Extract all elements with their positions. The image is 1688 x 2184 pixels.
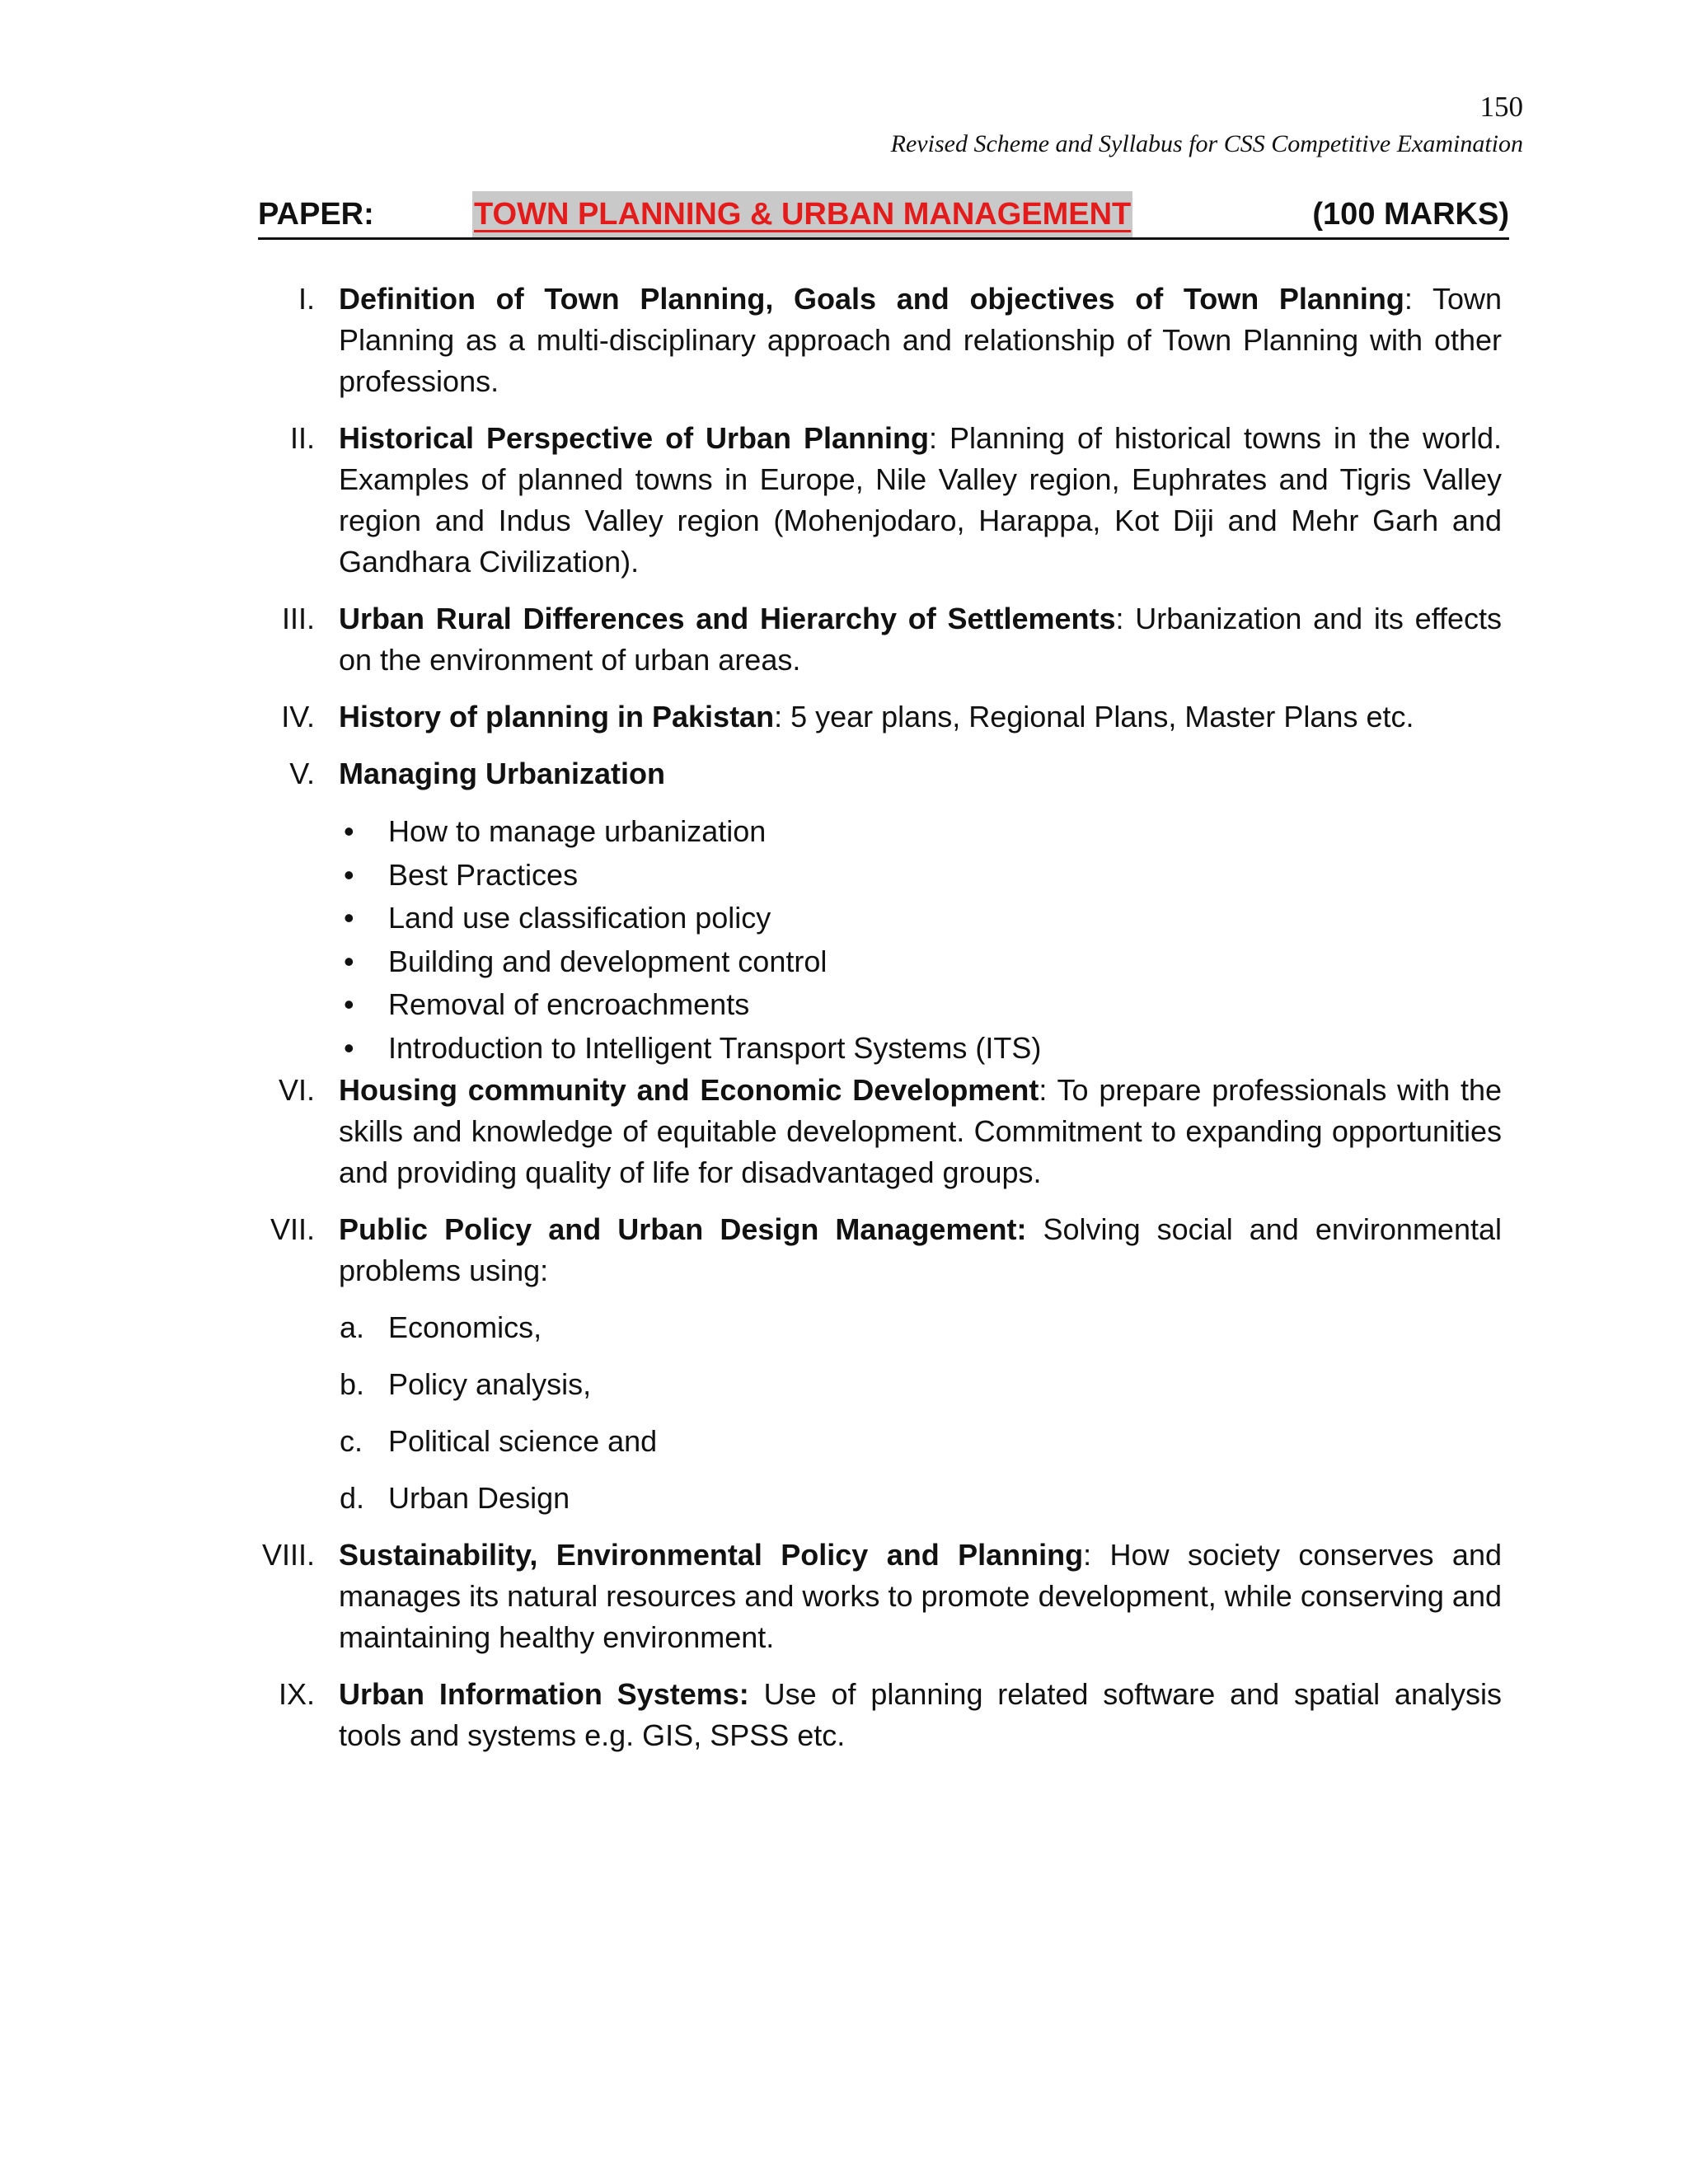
section-heading: Housing community and Economic Development — [339, 1073, 1039, 1107]
list-item — [339, 897, 1452, 940]
paper-label: PAPER: — [258, 197, 374, 232]
section-heading: Urban Information Systems: — [339, 1677, 749, 1711]
section-body: To prepare professionals with the skills and knowledge of equitable development. Commitment to expanding opportunities and providing quality of life for disadvantaged groups. — [339, 1073, 1502, 1189]
section-separator: : — [1083, 1538, 1092, 1572]
section-separator: : — [1404, 282, 1413, 316]
section-item — [261, 1535, 1502, 1658]
section-heading: Historical Perspective of Urban Planning — [339, 421, 929, 455]
section-numeral: VI. — [278, 1073, 315, 1107]
syllabus-content — [0, 279, 1688, 1756]
section-body: How society conserves and manages its natural resources and works to promote development, while conserving and maintaining healthy environment. — [339, 1538, 1502, 1654]
list-item — [339, 940, 1452, 984]
section-separator: : — [1039, 1073, 1048, 1107]
list-item-letter: b. — [340, 1367, 365, 1401]
list-item-letter: c. — [340, 1424, 363, 1458]
list-item-text: Land use classification policy — [388, 901, 771, 935]
list-item — [339, 810, 1452, 854]
bullet-icon: • — [344, 944, 354, 978]
paper-marks: (100 MARKS) — [1312, 197, 1509, 232]
section-numeral: IV. — [281, 700, 315, 733]
section-body: 5 year plans, Regional Plans, Master Plans etc. — [782, 700, 1414, 733]
list-item-text: How to manage urbanization — [388, 814, 767, 848]
section-numeral: I. — [298, 282, 315, 316]
list-item — [339, 1364, 1452, 1421]
section-text — [339, 1674, 1502, 1756]
section-heading: Urban Rural Differences and Hierarchy of Settlements — [339, 602, 1116, 635]
section-heading: Public Policy and Urban Design Management: — [339, 1212, 1027, 1246]
section-item — [281, 598, 1502, 681]
list-item-text: Building and development control — [388, 944, 828, 978]
bullet-icon: • — [344, 814, 354, 848]
list-item-text: Political science and — [388, 1424, 658, 1458]
section-separator: : — [928, 421, 937, 455]
section-text — [339, 598, 1502, 681]
section-text — [339, 279, 1502, 402]
section-separator: : — [1115, 602, 1124, 635]
section-text — [339, 1209, 1502, 1291]
section-text — [339, 753, 1502, 794]
section-item — [278, 1070, 1502, 1193]
section-item — [289, 418, 1502, 583]
list-item-text: Urban Design — [388, 1481, 570, 1515]
section-body: Planning of historical towns in the world. Examples of planned towns in Europe, Nile Valley region, Euphrates and Tigris Valley region and Indus Valley region (Mohenjodaro, Harappa, Kot Diji and Mehr Garh and Gandhara Civilization). — [339, 421, 1502, 579]
section-heading: Managing Urbanization — [339, 757, 665, 790]
section-numeral: V. — [289, 757, 315, 790]
section-item — [298, 279, 1502, 402]
section-item — [289, 753, 1502, 794]
section-numeral: III. — [281, 602, 315, 635]
section-body: Solving social and environmental problems using: — [339, 1212, 1502, 1287]
list-item — [339, 1478, 1452, 1535]
list-item — [339, 1421, 1452, 1478]
paper-title: TOWN PLANNING & URBAN MANAGEMENT — [472, 191, 1132, 237]
section-item — [281, 696, 1502, 738]
section-heading: Sustainability, Environmental Policy and Planning — [339, 1538, 1084, 1572]
list-item-text: Economics, — [388, 1310, 542, 1344]
section-heading: Definition of Town Planning, Goals and objectives of Town Planning — [339, 282, 1404, 316]
section-numeral: IX. — [278, 1677, 315, 1711]
section-text — [339, 1535, 1502, 1658]
bullet-list — [339, 810, 1452, 1070]
section-text — [339, 1070, 1502, 1193]
list-item-text: Best Practices — [388, 857, 579, 892]
list-item-letter: a. — [340, 1310, 365, 1344]
running-header: Revised Scheme and Syllabus for CSS Competitive Examination — [890, 130, 1523, 157]
section-text — [339, 418, 1502, 583]
bullet-icon: • — [344, 1030, 354, 1065]
section-numeral: II. — [289, 421, 315, 455]
section-separator: : — [774, 700, 783, 733]
section-item — [278, 1674, 1502, 1756]
section-text — [339, 696, 1502, 738]
section-body: Town Planning as a multi-disciplinary approach and relationship of Town Planning with other professions. — [339, 282, 1502, 398]
section-heading: History of planning in Pakistan — [339, 700, 775, 733]
section-numeral: VII. — [270, 1212, 315, 1246]
list-item-text: Policy analysis, — [388, 1367, 592, 1401]
lettered-list — [339, 1307, 1452, 1535]
section-body: Use of planning related software and spatial analysis tools and systems e.g. GIS, SPSS etc. — [339, 1677, 1502, 1752]
paper-heading — [258, 191, 1509, 240]
list-item — [339, 1027, 1452, 1071]
bullet-icon: • — [344, 901, 354, 935]
section-numeral: VIII. — [261, 1538, 315, 1572]
list-item — [339, 983, 1452, 1027]
section-body: Urbanization and its effects on the environment of urban areas. — [339, 602, 1502, 677]
list-item-text: Removal of encroachments — [388, 987, 750, 1021]
list-item-text: Introduction to Intelligent Transport Systems (ITS) — [388, 1030, 1042, 1065]
page-number: 150 — [1479, 91, 1523, 123]
section-item — [270, 1209, 1502, 1291]
list-item-letter: d. — [340, 1481, 365, 1515]
bullet-icon: • — [344, 987, 354, 1021]
list-item — [339, 854, 1452, 898]
bullet-icon: • — [344, 857, 354, 892]
list-item — [339, 1307, 1452, 1364]
